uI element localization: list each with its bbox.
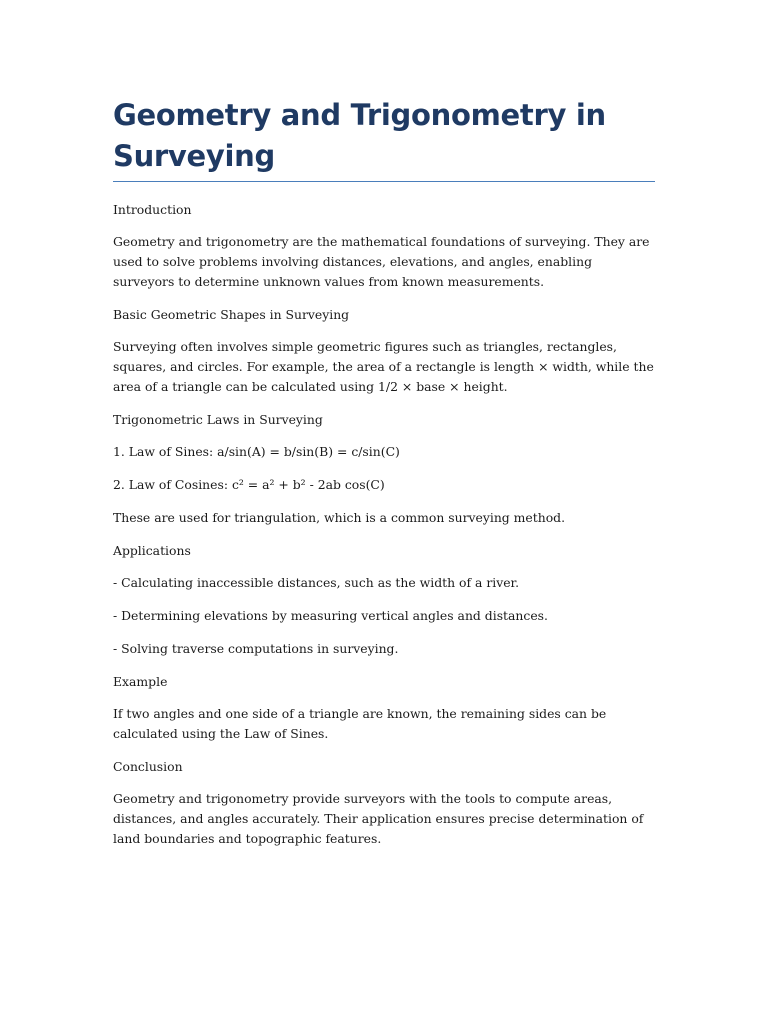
document-page bbox=[113, 95, 655, 862]
application-item: - Determining elevations by measuring vertical angles and distances. bbox=[113, 608, 548, 623]
conclusion-paragraph: Geometry and trigonometry provide surveyors with the tools to compute areas, distances, and angles accurately. Their application ensures precise determination of land boundaries and topographic features. bbox=[113, 791, 644, 846]
document-body bbox=[113, 200, 655, 849]
example-paragraph: If two angles and one side of a triangle are known, the remaining sides can be calculated using the Law of Sines. bbox=[113, 706, 607, 741]
section-heading-example: Example bbox=[113, 674, 168, 689]
introduction-paragraph: Geometry and trigonometry are the mathematical foundations of surveying. They are used to solve problems involving distances, elevations, and angles, enabling surveyors to determine unknown values from known measurements. bbox=[113, 234, 650, 289]
section-heading-introduction: Introduction bbox=[113, 202, 192, 217]
triangulation-paragraph: These are used for triangulation, which is a common surveying method. bbox=[113, 510, 566, 525]
application-item: - Calculating inaccessible distances, such as the width of a river. bbox=[113, 575, 520, 590]
document-title: Geometry and Trigonometry in Surveying bbox=[113, 95, 655, 182]
section-heading-basic-shapes: Basic Geometric Shapes in Surveying bbox=[113, 307, 350, 322]
section-heading-applications: Applications bbox=[113, 543, 191, 558]
application-item: - Solving traverse computations in surveying. bbox=[113, 641, 399, 656]
section-heading-conclusion: Conclusion bbox=[113, 759, 183, 774]
law-of-sines: 1. Law of Sines: a/sin(A) = b/sin(B) = c/sin(C) bbox=[113, 444, 400, 459]
section-heading-trig-laws: Trigonometric Laws in Surveying bbox=[113, 412, 323, 427]
law-of-cosines: 2. Law of Cosines: c² = a² + b² - 2ab cos(C) bbox=[113, 477, 385, 492]
basic-shapes-paragraph: Surveying often involves simple geometric figures such as triangles, rectangles, squares, and circles. For example, the area of a rectangle is length × width, while the area of a triangle can be calculated using 1/2 × base × height. bbox=[113, 339, 654, 394]
